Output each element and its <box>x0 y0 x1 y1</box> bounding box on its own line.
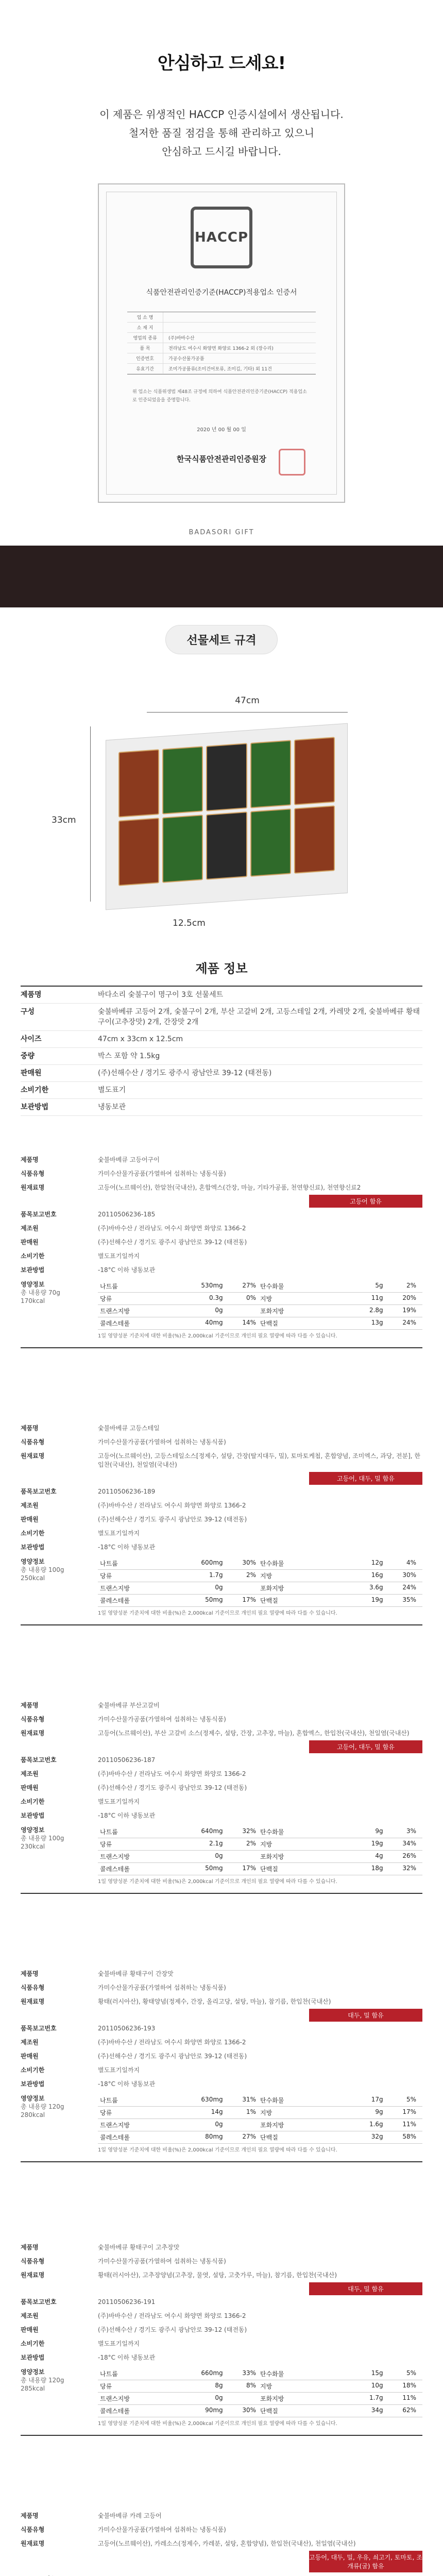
nutrition-facts: 영양정보 총 내용량 100g 250kcal 나트륨 600mg 30% 탄수화물 12g 4% 당류 1.7g 2% 지방 16g 30% 트랜스지방 0g 포화지방 3.6g 24% 콜레스테롤 50mg 17% 단백질 19g 35% 1일 영양성분 기준치에 대한 비율(%)은 2,000kcal 기준이므로 개인의 필요 열량에 따라 다를 수 있습니다. <box>21 1557 422 1617</box>
nutrition-row: 당류 2.1g 2% 지방 19g 34% <box>98 1838 422 1851</box>
nutrition-row: 트랜스지방 0g 포화지방 1.7g 11% <box>98 2393 422 2405</box>
product-row: 식품유형 가미수산물가공품(가열하여 섭취하는 냉동식품) <box>21 2258 226 2265</box>
product-block <box>21 2503 422 2576</box>
allergy-badge: 대두, 밀 함유 <box>309 2282 422 2295</box>
product-row: 제조원 (주)바바수산 / 전라남도 여수시 화양면 화양로 1366-2 <box>21 2039 246 2046</box>
product-row: 소비기한 별도표기일까지 <box>21 1530 140 1537</box>
info-table <box>21 987 422 1116</box>
nutrition-row: 콜레스테롤 90mg 30% 단백질 34g 62% <box>98 2405 422 2417</box>
allergy-badge: 고등어, 대두, 밀 함유 <box>309 1472 422 1485</box>
product-tray <box>250 740 291 808</box>
allergy-badge: 대두, 밀 함유 <box>309 2009 422 2022</box>
product-row: 제조원 (주)바바수산 / 전라남도 여수시 화양면 화양로 1366-2 <box>21 1770 246 1777</box>
nutrition-note: 1일 영양성분 기준치에 대한 비율(%)은 2,000kcal 기준이므로 개인의 필요 열량에 따라 다를 수 있습니다. <box>98 2147 337 2153</box>
cert-row: 품 목 전라남도 여수시 화양면 화양로 1366-2 외 (장수리) <box>127 343 316 353</box>
hero-title: 안심하고 드세요! <box>157 53 286 74</box>
gift-box-contents <box>118 737 335 886</box>
width-label: 47cm <box>235 696 260 706</box>
product-row: 품목보고번호 20110506236-193 <box>21 2025 156 2032</box>
product-row: 품목보고번호 20110506236-185 <box>21 1211 156 1218</box>
nutrition-row: 트랜스지방 0g 포화지방 1.6g 11% <box>98 2119 422 2131</box>
nutrition-note: 1일 영양성분 기준치에 대한 비율(%)은 2,000kcal 기준이므로 개인의 필요 열량에 따라 다를 수 있습니다. <box>98 1333 337 1339</box>
product-tray <box>118 749 159 818</box>
product-row: 제조원 (주)바바수산 / 전라남도 여수시 화양면 화양로 1366-2 <box>21 1225 246 1232</box>
product-row: 보관방법 -18°C 이하 냉동보관 <box>21 1812 156 1819</box>
product-row: 제품명 숯불바베큐 황태구이 간장맛 <box>21 1970 174 1977</box>
product-row: 식품유형 가미수산물가공품(가열하여 섭취하는 냉동식품) <box>21 1438 226 1446</box>
cert-row: 영업의 종류 (주)바바수산 <box>127 333 316 343</box>
product-row: 소비기한 별도표기일까지 <box>21 2340 140 2347</box>
info-row: 제품명 바다소리 숯불구이 명구이 3호 선물세트 <box>21 987 422 1004</box>
product-row: 보관방법 -18°C 이하 냉동보관 <box>21 2354 156 2361</box>
dark-banner <box>0 546 443 607</box>
product-row: 보관방법 -18°C 이하 냉동보관 <box>21 1544 156 1551</box>
product-tray <box>294 737 335 805</box>
seal-stamp <box>279 449 305 476</box>
allergy-badge: 고등어, 대두, 밀, 우유, 쇠고기, 토마토, 조개류(굴) 함유 <box>309 2551 422 2572</box>
product-row: 보관방법 -18°C 이하 냉동보관 <box>21 2080 156 2088</box>
nutrition-row: 나트륨 600mg 30% 탄수화물 12g 4% <box>98 1557 422 1570</box>
nutrition-row: 트랜스지방 0g 포화지방 3.6g 24% <box>98 1582 422 1595</box>
product-row: 식품유형 가미수산물가공품(가열하여 섭취하는 냉동식품) <box>21 1984 226 1991</box>
product-row: 소비기한 별도표기일까지 <box>21 1798 140 1805</box>
product-tray <box>118 818 159 886</box>
hero-lines <box>0 105 443 161</box>
product-row: 제조원 (주)바바수산 / 전라남도 여수시 화양면 화양로 1366-2 <box>21 1502 246 1509</box>
nutrition-row: 나트륨 630mg 31% 탄수화물 17g 5% <box>98 2094 422 2107</box>
cert-body: 위 업소는 식품위생법 제48조 규정에 의하여 식품안전관리인증기준(HACCP) 적용업소로 인증되었음을 증명합니다. <box>132 389 307 403</box>
product-row: 제품명 숯불바베큐 황태구이 고추장맛 <box>21 2244 180 2251</box>
info-row: 구성 숯불바베큐 고등어 2개, 숯불구이 2개, 부산 고갈비 2개, 고등스테일 2개, 카레맛 2개, 숯불바베큐 황태구이(고추장맛) 2개, 간장맛 2개 <box>21 1004 422 1031</box>
cert-table <box>127 312 316 375</box>
product-row: 원재료명 고등어(노르웨이산), 고등스테일소스[정제수, 설탕, 간장(탈지대두, 밀), 토마토케첩, 혼합양념, 조미엑스, 과당, 전분], 한입찬(국내산), 천일염(국내산) <box>21 1452 421 1468</box>
product-row: 제조원 (주)바바수산 / 전라남도 여수시 화양면 화양로 1366-2 <box>21 2312 246 2319</box>
nutrition-row: 트랜스지방 0g 포화지방 4g 26% <box>98 1851 422 1863</box>
product-row: 제품명 숯불바베큐 카레 고등어 <box>21 2512 162 2519</box>
cert-title: 식품안전관리인증기준(HACCP)적용업소 인증서 <box>146 289 297 297</box>
product-row: 판매원 (주)선해수산 / 경기도 광주시 광남안로 39-12 (태전동) <box>21 2326 247 2333</box>
product-row: 소비기한 별도표기일까지 <box>21 2066 140 2074</box>
nutrition-row: 나트륨 660mg 33% 탄수화물 15g 5% <box>98 2368 422 2380</box>
nutrition-row: 콜레스테롤 50mg 17% 단백질 19g 35% <box>98 1595 422 1607</box>
allergy-badge: 고등어, 대두, 밀 함유 <box>309 1740 422 1753</box>
nutrition-row: 콜레스테롤 40mg 14% 단백질 13g 24% <box>98 1317 422 1330</box>
product-row: 판매원 (주)선해수산 / 경기도 광주시 광남안로 39-12 (태전동) <box>21 1784 247 1791</box>
depth-label: 12.5cm <box>173 918 206 928</box>
product-row: 판매원 (주)선해수산 / 경기도 광주시 광남안로 39-12 (태전동) <box>21 2053 247 2060</box>
product-list <box>0 1147 443 2576</box>
spec-title-wrap <box>0 625 443 654</box>
product-row: 제품명 숯불바베큐 고등스테일 <box>21 1425 160 1432</box>
nutrition-row: 콜레스테롤 80mg 27% 단백질 32g 58% <box>98 2131 422 2144</box>
nutrition-note: 1일 영양성분 기준치에 대한 비율(%)은 2,000kcal 기준이므로 개인의 필요 열량에 따라 다를 수 있습니다. <box>98 1611 337 1616</box>
nutrition-row: 나트륨 530mg 27% 탄수화물 5g 2% <box>98 1280 422 1293</box>
height-line <box>90 726 91 902</box>
nutrition-facts: 영양정보 총 내용량 120g 285kcal 나트륨 660mg 33% 탄수화물 15g 5% 당류 8g 8% 지방 10g 18% 트랜스지방 0g 포화지방 1.7g 11% 콜레스테롤 90mg 30% 단백질 34g 62% 1일 영양성분 기준치에 대한 비율(%)은 2,000kcal 기준이므로 개인의 필요 열량에 따라 다를 수 있습니다. <box>21 2368 422 2428</box>
product-block <box>21 1961 422 2162</box>
cert-row: 인증번호 가공수산물가공품 <box>127 353 316 364</box>
product-block <box>21 2234 422 2436</box>
product-row: 원재료명 황태(러시아산), 황태양념(정제수, 간장, 올리고당, 설탕, 마늘), 참기름, 한입찬(국내산) <box>21 1998 331 2005</box>
nutrition-row: 당류 14g 1% 지방 9g 17% <box>98 2107 422 2119</box>
nutrition-row: 콜레스테롤 50mg 17% 단백질 18g 32% <box>98 1863 422 1875</box>
allergy-badge: 고등어 함유 <box>309 1195 422 1208</box>
product-tray <box>206 811 247 880</box>
product-row: 보관방법 -18°C 이하 냉동보관 <box>21 1266 156 1274</box>
haccp-certificate <box>98 183 345 503</box>
hero-line: 철저한 품질 점검을 통해 관리하고 있으니 <box>128 127 315 139</box>
product-tray <box>162 815 203 883</box>
cert-row: 유효기간 조미가공품류(조미건어포류, 조미김, 기타) 외 11건 <box>127 364 316 374</box>
nutrition-note: 1일 영양성분 기준치에 대한 비율(%)은 2,000kcal 기준이므로 개인의 필요 열량에 따라 다를 수 있습니다. <box>98 2421 337 2427</box>
product-tray <box>250 808 291 877</box>
cert-org: 한국식품안전관리인증원장 <box>177 454 266 464</box>
hero-section <box>0 0 443 161</box>
brand-tag: BADASORI GIFT <box>189 529 254 536</box>
nutrition-row: 당류 8g 8% 지방 10g 18% <box>98 2380 422 2393</box>
hero-line: 이 제품은 위생적인 HACCP 인증시설에서 생산됩니다. <box>99 108 344 121</box>
spec-title: 선물세트 규격 <box>165 625 277 654</box>
nutrition-row: 당류 1.7g 2% 지방 16g 30% <box>98 1570 422 1582</box>
cert-row: 소 재 지 <box>127 323 316 333</box>
product-row: 식품유형 가미수산물가공품(가열하여 섭취하는 냉동식품) <box>21 1716 226 1723</box>
product-row: 제품명 숯불바베큐 부산고갈비 <box>21 1702 160 1709</box>
product-row: 품목보고번호 20110506236-189 <box>21 1488 156 1495</box>
nutrition-note: 1일 영양성분 기준치에 대한 비율(%)은 2,000kcal 기준이므로 개인의 필요 열량에 따라 다를 수 있습니다. <box>98 1879 337 1885</box>
width-line <box>147 712 348 713</box>
product-row: 식품유형 가미수산물가공품(가열하여 섭취하는 냉동식품) <box>21 2526 226 2533</box>
info-row: 사이즈 47cm x 33cm x 12.5cm <box>21 1031 422 1048</box>
product-row: 판매원 (주)선해수산 / 경기도 광주시 광남안로 39-12 (태전동) <box>21 1516 247 1523</box>
info-title: 제품 정보 <box>195 961 248 976</box>
product-row: 식품유형 가미수산물가공품(가열하여 섭취하는 냉동식품) <box>21 1170 226 1177</box>
nutrition-row: 당류 0.3g 0% 지방 11g 20% <box>98 1293 422 1305</box>
product-block <box>21 1415 422 1625</box>
nutrition-facts: 영양정보 총 내용량 100g 230kcal 나트륨 640mg 32% 탄수화물 9g 3% 당류 2.1g 2% 지방 19g 34% 트랜스지방 0g 포화지방 4g 26% 콜레스테롤 50mg 17% 단백질 18g 32% 1일 영양성분 기준치에 대한 비율(%)은 2,000kcal 기준이므로 개인의 필요 열량에 따라 다를 수 있습니다. <box>21 1826 422 1886</box>
product-row <box>21 2572 422 2576</box>
hero-line: 안심하고 드시길 바랍니다. <box>162 145 281 158</box>
product-row: 원재료명 황태(러시아산), 고추장양념(고추장, 물엿, 설탕, 고춧가루, 마늘), 참기름, 한입찬(국내산) <box>21 2272 337 2279</box>
product-row: 원재료명 고등어(노르웨이산), 부산 고갈비 소스(정제수, 설탕, 간장, 고추장, 마늘), 혼합엑스, 한입찬(국내산), 천일염(국내산) <box>21 1730 410 1737</box>
haccp-logo: HACCP <box>191 207 252 268</box>
product-row: 판매원 (주)선해수산 / 경기도 광주시 광남안로 39-12 (태전동) <box>21 1239 247 1246</box>
nutrition-row: 트랜스지방 0g 포화지방 2.8g 19% <box>98 1305 422 1317</box>
info-row: 보관방법 냉동보관 <box>21 1099 422 1116</box>
cert-row: 업 소 명 <box>127 312 316 323</box>
product-row: 소비기한 별도표기일까지 <box>21 1252 140 1260</box>
info-row: 소비기한 별도표기 <box>21 1082 422 1099</box>
product-row: 원재료명 고등어(노르웨이산), 카레소스(정제수, 카레분, 설탕, 혼합양념), 한입찬(국내산), 천일염(국내산) <box>21 2540 356 2547</box>
product-row: 원재료명 고등어(노르웨이산), 한알찬(국내산), 혼합엑스(간장, 마늘, 기타가공품, 천연향신료), 천연향신료2 <box>21 1184 361 1191</box>
product-row: 제품명 숯불바베큐 고등어구이 <box>21 1156 160 1163</box>
product-block <box>21 1147 422 1348</box>
product-block <box>21 1692 422 1894</box>
cert-date: 2020 년 00 월 00 일 <box>197 427 246 433</box>
product-tray <box>162 746 203 815</box>
product-tray <box>206 743 247 811</box>
height-label: 33cm <box>52 815 76 825</box>
product-tray <box>294 805 335 874</box>
product-row: 품목보고번호 20110506236-191 <box>21 2298 156 2306</box>
info-row: 판매원 (주)선해수산 / 경기도 광주시 광남안로 39-12 (태전동) <box>21 1065 422 1082</box>
product-row: 품목보고번호 20110506236-187 <box>21 1756 156 1764</box>
spec-diagram <box>0 654 443 943</box>
nutrition-row: 나트륨 640mg 32% 탄수화물 9g 3% <box>98 1826 422 1838</box>
info-row: 중량 박스 포함 약 1.5kg <box>21 1048 422 1065</box>
nutrition-facts: 영양정보 총 내용량 70g 170kcal 나트륨 530mg 27% 탄수화물 5g 2% 당류 0.3g 0% 지방 11g 20% 트랜스지방 0g 포화지방 2.8g 19% 콜레스테롤 40mg 14% 단백질 13g 24% 1일 영양성분 기준치에 대한 비율(%)은 2,000kcal 기준이므로 개인의 필요 열량에 따라 다를 수 있습니다. <box>21 1280 422 1340</box>
nutrition-facts: 영양정보 총 내용량 120g 280kcal 나트륨 630mg 31% 탄수화물 17g 5% 당류 14g 1% 지방 9g 17% 트랜스지방 0g 포화지방 1.6g 11% 콜레스테롤 80mg 27% 단백질 32g 58% 1일 영양성분 기준치에 대한 비율(%)은 2,000kcal 기준이므로 개인의 필요 열량에 따라 다를 수 있습니다. <box>21 2094 422 2154</box>
